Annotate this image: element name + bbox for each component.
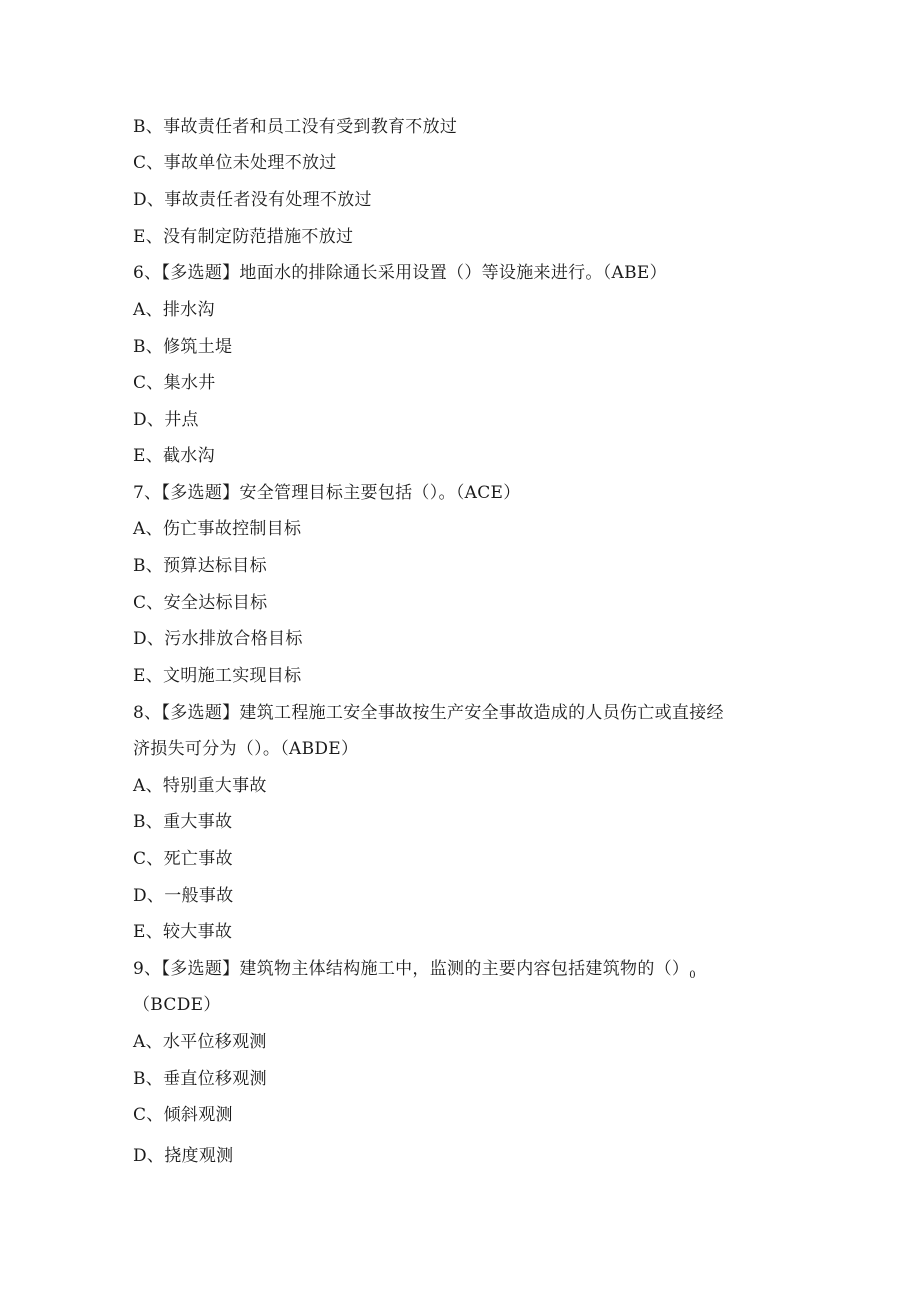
option-line: E、较大事故 <box>133 922 233 942</box>
option-line: B、事故责任者和员工没有受到教育不放过 <box>133 117 458 137</box>
option-line: C、事故单位未处理不放过 <box>133 153 337 173</box>
option-line: C、安全达标目标 <box>133 593 268 613</box>
option-line: A、水平位移观测 <box>133 1032 267 1052</box>
question-line: 7、【多选题】安全管理目标主要包括（）。（ACE） <box>133 483 521 503</box>
option-line: C、集水井 <box>133 373 216 393</box>
question-text: 9、【多选题】建筑物主体结构施工中，监测的主要内容包括建筑物的（） <box>133 959 690 979</box>
question-line <box>133 958 696 987</box>
option-line: A、排水沟 <box>133 300 215 320</box>
question-line-continued: 济损失可分为（）。（ABDE） <box>133 739 359 759</box>
option-line: E、没有制定防范措施不放过 <box>133 227 354 247</box>
option-line: A、特别重大事故 <box>133 776 267 796</box>
option-line: C、倾斜观测 <box>133 1105 233 1125</box>
option-line: E、文明施工实现目标 <box>133 666 302 686</box>
option-line: D、一般事故 <box>133 886 234 906</box>
option-line: D、事故责任者没有处理不放过 <box>133 190 372 210</box>
question-line: 8、【多选题】建筑工程施工安全事故按生产安全事故造成的人员伤亡或直接经 <box>133 703 724 723</box>
option-line: B、重大事故 <box>133 812 233 832</box>
option-line: C、死亡事故 <box>133 849 233 869</box>
question-line-continued: （BCDE） <box>133 995 221 1015</box>
option-line: B、预算达标目标 <box>133 556 267 576</box>
option-line: A、伤亡事故控制目标 <box>133 519 302 539</box>
question-line: 6、【多选题】地面水的排除通长采用设置（）等设施来进行。（ABE） <box>133 263 667 283</box>
option-line: D、挠度观测 <box>133 1146 234 1166</box>
option-line: E、截水沟 <box>133 446 215 466</box>
option-line: B、修筑土堤 <box>133 337 233 357</box>
option-line: B、垂直位移观测 <box>133 1069 267 1089</box>
question-suffix: 0 <box>689 970 696 981</box>
option-line: D、井点 <box>133 410 199 430</box>
option-line: D、污水排放合格目标 <box>133 629 303 649</box>
